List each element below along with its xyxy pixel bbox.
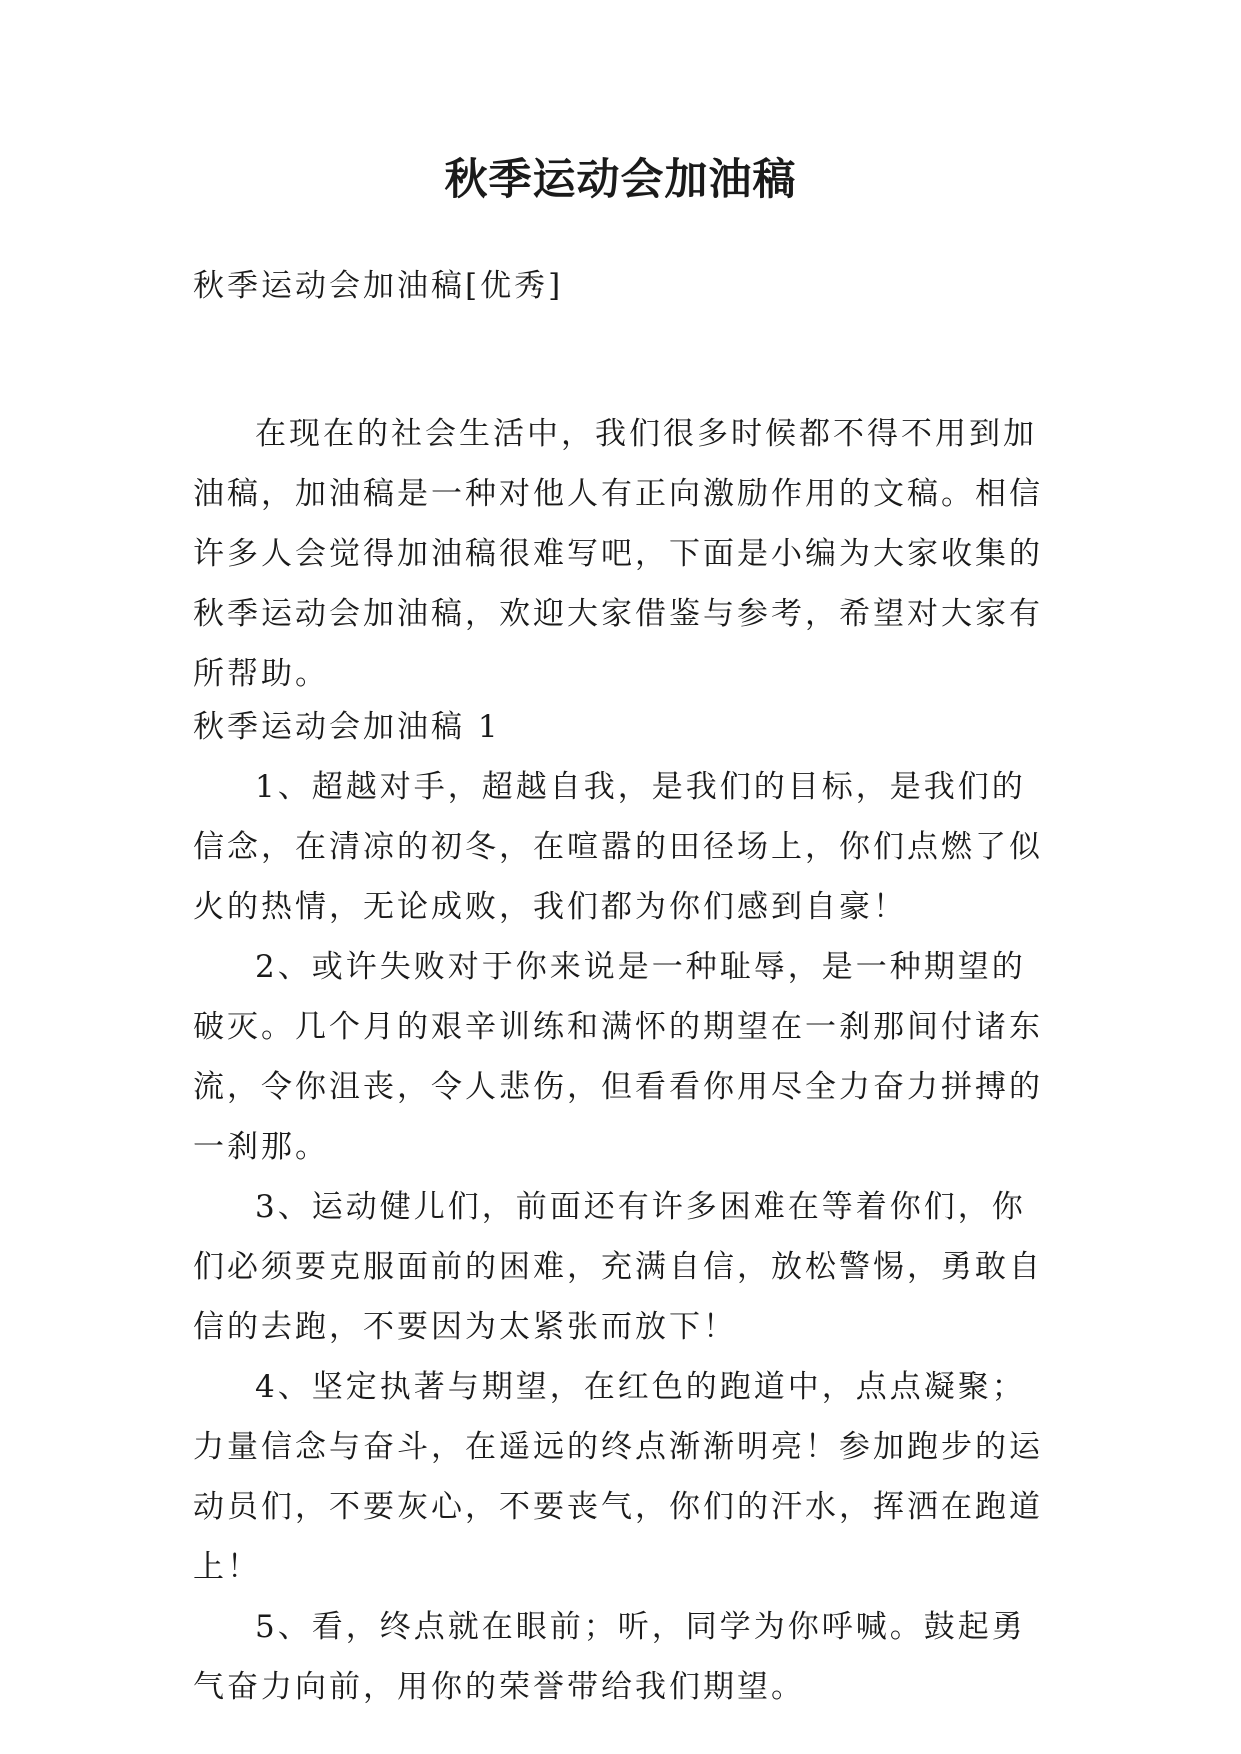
cheer-item-5: 5、看，终点就在眼前；听，同学为你呼喊。鼓起勇气奋力向前，用你的荣誉带给我们期望。 bbox=[193, 1609, 1026, 1705]
intro-paragraph: 在现在的社会生活中，我们很多时候都不得不用到加油稿，加油稿是一种对他人有正向激励作用的文稿。相信许多人会觉得加油稿很难写吧，下面是小编为大家收集的秋季运动会加油稿，欢迎大家借鉴与参考，希望对大家有所帮助。 bbox=[193, 416, 1043, 692]
section-heading: 秋季运动会加油稿 1 bbox=[193, 709, 501, 745]
document-subtitle: 秋季运动会加油稿[优秀] bbox=[193, 268, 564, 304]
document-title: 秋季运动会加油稿 bbox=[444, 155, 797, 205]
cheer-item-2: 2、或许失败对于你来说是一种耻辱，是一种期望的破灭。几个月的艰辛训练和满怀的期望在一刹那间付诸东流，令你沮丧，令人悲伤，但看看你用尽全力奋力拼搏的一刹那。 bbox=[193, 949, 1043, 1165]
cheer-list bbox=[193, 757, 1053, 1717]
cheer-item-3: 3、运动健儿们，前面还有许多困难在等着你们，你们必须要克服面前的困难，充满自信，放松警惕，勇敢自信的去跑，不要因为太紧张而放下！ bbox=[193, 1189, 1043, 1345]
cheer-item-4: 4、坚定执著与期望，在红色的跑道中，点点凝聚；力量信念与奋斗，在遥远的终点渐渐明亮！参加跑步的运动员们，不要灰心，不要丧气，你们的汗水，挥洒在跑道上！ bbox=[193, 1369, 1043, 1585]
cheer-item-1: 1、超越对手，超越自我，是我们的目标，是我们的信念，在清凉的初冬，在喧嚣的田径场上，你们点燃了似火的热情，无论成败，我们都为你们感到自豪！ bbox=[193, 769, 1043, 925]
